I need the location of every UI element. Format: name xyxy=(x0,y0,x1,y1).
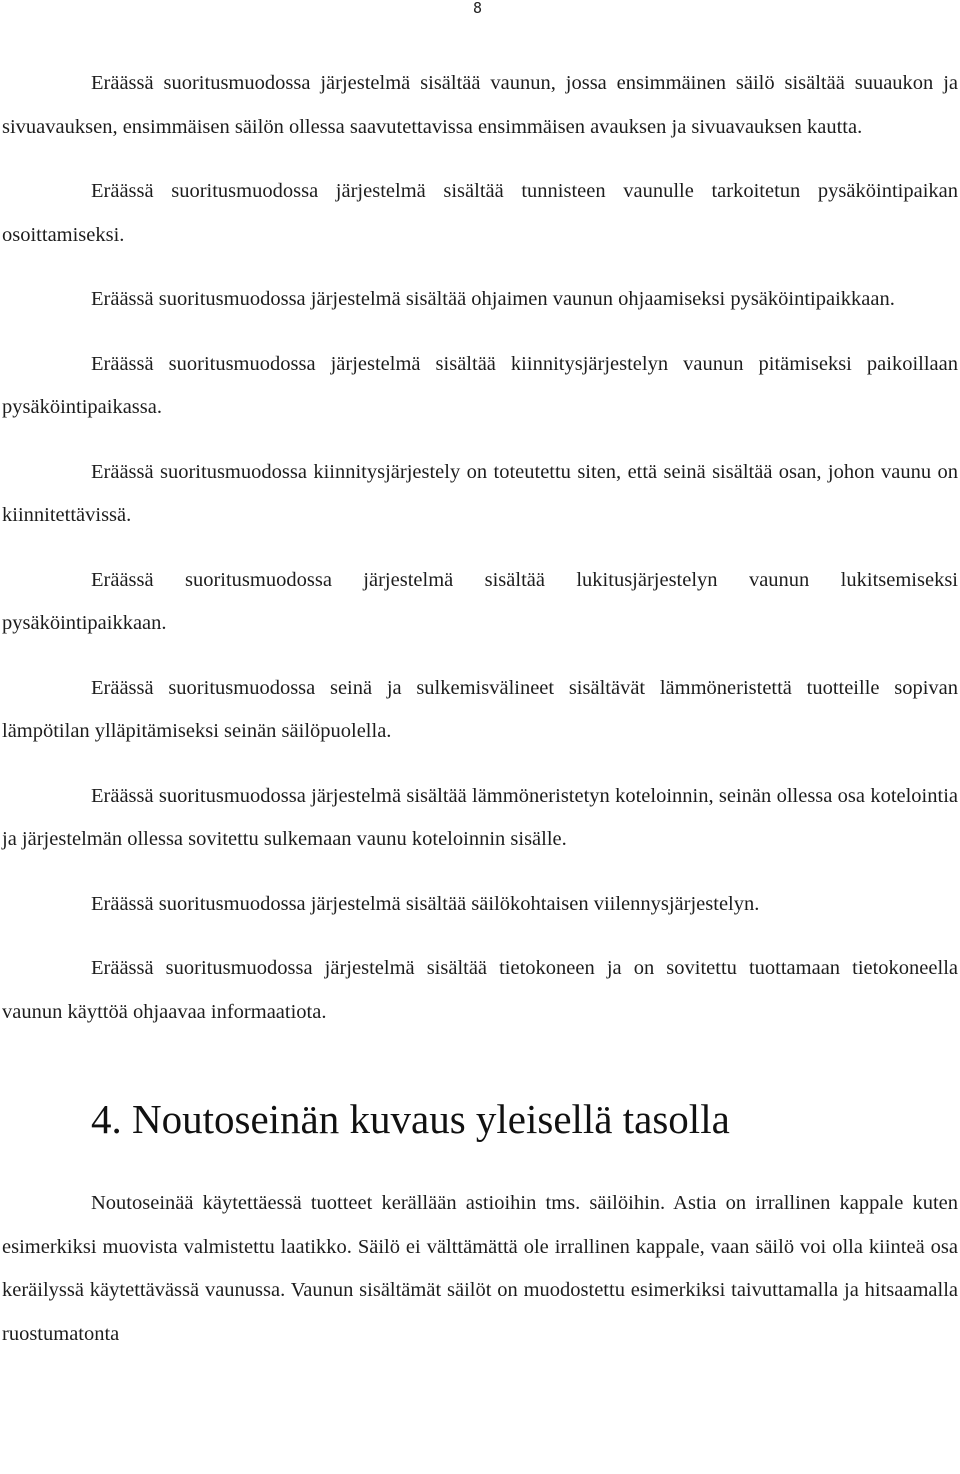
paragraph-10: Eräässä suoritusmuodossa järjestelmä sisältää tietokoneen ja on sovitettu tuottamaan tietokoneella vaunun käyttöä ohjaavaa informaatiota. xyxy=(2,957,958,1023)
paragraph-3: Eräässä suoritusmuodossa järjestelmä sisältää ohjaimen vaunun ohjaamiseksi pysäköintipaikkaan. xyxy=(91,288,895,310)
section-paragraph: Noutoseinää käytettäessä tuotteet kerällään astioihin tms. säilöihin. Astia on irrallinen kappale kuten esimerkiksi muovista valmistettu laatikko. Säilö ei välttämättä ole irrallinen kappale, vaan säilö voi olla kiinteä osa keräilyssä käytettävässä vaunussa. Vaunun sisältämät säilöt on muodostettu esimerkiksi taivuttamalla ja hitsaamalla ruostumatonta xyxy=(2,1192,958,1345)
paragraph-6: Eräässä suoritusmuodossa järjestelmä sisältää lukitusjärjestelyn vaunun lukitsemiseksi pysäköintipaikkaan. xyxy=(2,568,958,634)
paragraph-1: Eräässä suoritusmuodossa järjestelmä sisältää vaunun, jossa ensimmäinen säilö sisältää suuaukon ja sivuavauksen, ensimmäisen säilön ollessa saavutettavissa ensimmäisen avauksen ja sivuavauksen kautta. xyxy=(2,72,958,138)
paragraph-2: Eräässä suoritusmuodossa järjestelmä sisältää tunnisteen vaunulle tarkoitetun pysäköintipaikan osoittamiseksi. xyxy=(2,180,958,246)
paragraph-5: Eräässä suoritusmuodossa kiinnitysjärjestely on toteutettu siten, että seinä sisältää osan, johon vaunu on kiinnitettävissä. xyxy=(2,460,958,526)
paragraph-9: Eräässä suoritusmuodossa järjestelmä sisältää säilökohtaisen viilennysjärjestelyn. xyxy=(91,892,760,915)
document-body xyxy=(2,62,958,1356)
paragraph-4: Eräässä suoritusmuodossa järjestelmä sisältää kiinnitysjärjestelyn vaunun pitämiseksi paikoillaan pysäköintipaikassa. xyxy=(2,352,958,418)
page-number: 8 xyxy=(473,0,483,17)
paragraph-7: Eräässä suoritusmuodossa seinä ja sulkemisvälineet sisältävät lämmöneristettä tuotteille sopivan lämpötilan ylläpitämiseksi seinän säilöpuolella. xyxy=(2,676,958,742)
section-heading: 4. Noutoseinän kuvaus yleisellä tasolla xyxy=(91,1096,730,1142)
paragraph-8: Eräässä suoritusmuodossa järjestelmä sisältää lämmöneristetyn koteloinnin, seinän ollessa osa kotelointia ja järjestelmän ollessa sovitettu sulkemaan vaunu koteloinnin sisälle. xyxy=(2,784,958,850)
